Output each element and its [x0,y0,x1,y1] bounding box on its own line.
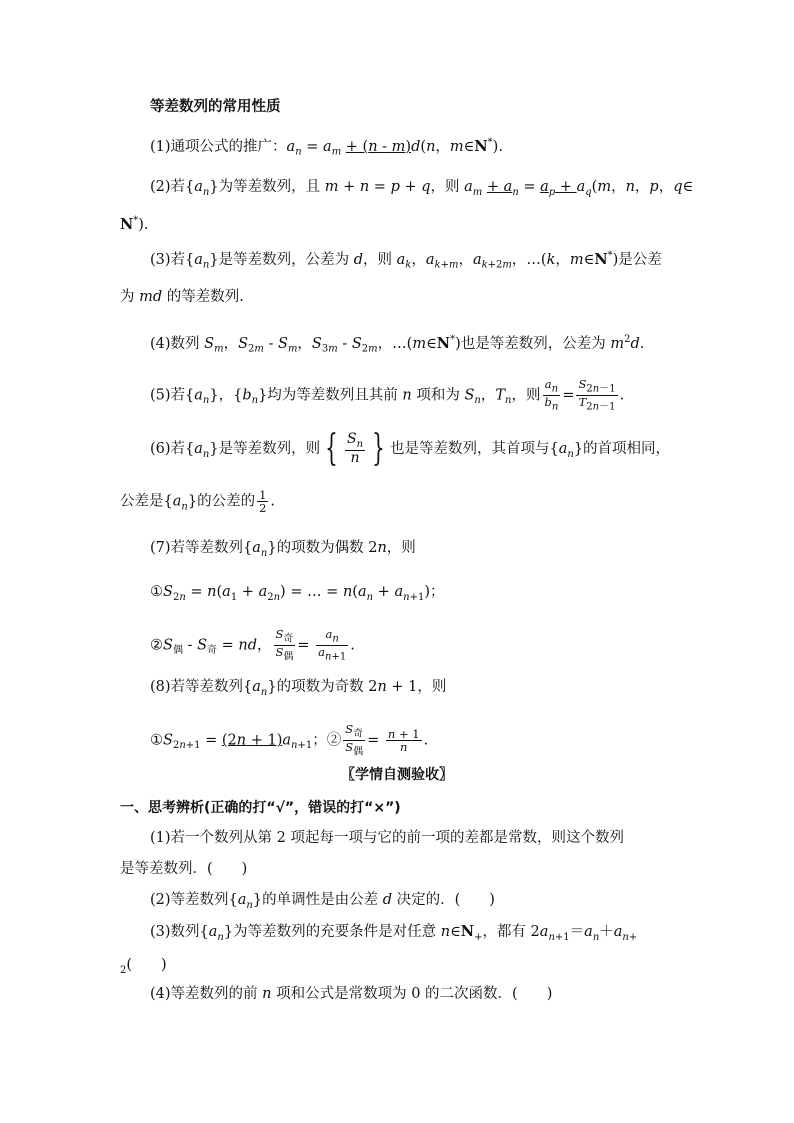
question-1: (1)若一个数列从第 2 项起每一项与它的前一项的差都是常数，则这个数列 [150,830,624,846]
fraction-s-t: $\frac{S_{2n-1}}{T_{2n-1}}$ [578,377,616,413]
property-3: (3)若$\{a_n\}$是等差数列，公差为 d，则 $a_k$，$a_{k+m}$，$a_{k+2m}$，…(k，m∈N*)是公差 [150,250,662,271]
property-1: (1)通项公式的推广：$a_n = a_m + (n - m)d(n$，m∈N*). [150,137,503,158]
property-7: (7)若等差数列$\{a_n\}$的项数为偶数 2n，则 [150,540,416,559]
property-6: (6)若$\{a_n\}$是等差数列，则 { $\frac{S_n}{n}$ } 也是等差数列，其首项与$\{a_n\}$的首项相同， [150,428,671,469]
fraction-n1-n: $\frac{n + 1}{n}$ [387,726,420,754]
question-4: (4)等差数列的前 n 项和公式是常数项为 0 的二次函数．( ) [150,986,553,1002]
fraction-odd-even: $\frac{S_奇}{S_偶}$ [275,627,294,663]
property-8: (8)若等差数列$\{a_n\}$的项数为奇数 2n + 1，则 [150,679,447,698]
property-2: (2)若$\{a_n\}$为等差数列，且 m + n = p + q，则 $a_m + a_n = a_p + a_q(m$，n，p，q∈ [150,179,694,198]
property-4: (4)数列 $S_m$，$S_{2m} - S_m$，$S_{3m} - S_{2m}$，…(m∈N*)也是等差数列，公差为 $m^2d$. [150,334,645,355]
fraction-half: $\frac{1}{2}$ [259,488,267,516]
question-3: (3)数列$\{a_n\}$为等差数列的充要条件是对任意 $n\in N_+$，都有 $2a_{n+1}=a_n+a_{n+}$ [150,923,638,943]
property-3-cont: 为 md 的等差数列. [120,289,244,305]
question-1-cont: 是等差数列．( ) [120,861,248,877]
section-title: 〖学情自测验收〗 [341,767,453,783]
question-3-cont: $_2$( ) [120,957,167,976]
fraction-odd-even-2: $\frac{S_奇}{S_偶}$ [345,722,364,758]
property-5: (5)若$\{a_n\}$，$\{b_n\}$均为等差数列且其前 n 项和为 $S_n$，$T_n$，则 $\frac{a_n}{b_n}$ = $\frac{S_{2n-1}}{T_{2n-1}}$ . [150,377,625,413]
property-2-cont: N*). [120,215,149,233]
question-2: (2)等差数列$\{a_n\}$的单调性是由公差 d 决定的．( ) [150,892,495,911]
property-8-i: $①S_{2n+1} = (2n + 1)a_{n+1}$；② $\frac{S_奇}{S_偶}$ = $\frac{n + 1}{n}$ . [150,722,429,758]
property-6-cont: 公差是$\{a_n\}$的公差的 $\frac{1}{2}$ . [120,488,276,516]
exercise-header: 一、思考辨析(正确的打“√”，错误的打“×”) [120,800,401,816]
property-7-i: $①S_{2n} = n(a_1 + a_{2n})$ = … = $n(a_n + a_{n+1})$； [150,584,445,603]
fraction-sn-n: $\frac{S_n}{n}$ [347,431,364,467]
section-heading: 等差数列的常用性质 [150,98,281,115]
property-7-ii: $②S_偶 - S_奇$ = nd， $\frac{S_奇}{S_偶}$ = $\frac{a_n}{a_{n+1}}$ . [150,627,355,663]
fraction-an-an1: $\frac{a_n}{a_{n+1}}$ [318,627,347,663]
fraction-an-bn: $\frac{a_n}{b_n}$ [544,377,559,413]
